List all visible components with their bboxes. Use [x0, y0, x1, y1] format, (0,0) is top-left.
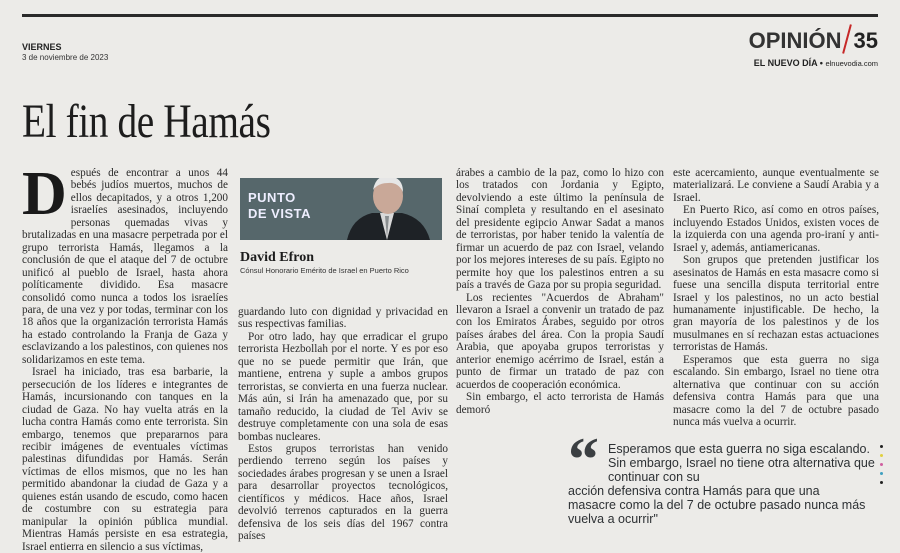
drop-cap: D	[22, 160, 67, 228]
paragraph: Después de encontrar a unos 44 bebés judíos muertos, muchos de ellos decapitados, y a otros 1,200 israelíes asesinados, incluyendo personas quemadas vivas y brutalizadas en una masacre perpetrada por el grupo terrorista Hamás, llegamos a la conclusión de que el ataque del 7 de octubre unificó al pueblo de Israel, hasta ahora políticamente dividido. Esa masacre consolidó como nunca a todos los israelíes para, de una vez y por todas, terminar con los 18 años que la organización terrorista Hamás ha estado controlando la Franja de Gaza y esclavizando a los palestinos, con quienes nos solidarizamos en este tema.	[22, 160, 228, 366]
masthead: EL NUEVO DÍA • elnuevodia.com	[753, 58, 878, 68]
author-role: Cónsul Honorario Emérito de Israel en Puerto Rico	[240, 266, 409, 275]
pull-quote-bottom: acción defensiva contra Hamás para que una masacre como la del 7 de octubre pasado nunca más vuelva a ocurrir"	[568, 484, 866, 527]
paragraph: Son grupos que pretenden justificar los asesinatos de Hamás en esta masacre como si fuese una sencilla disputa territorial entre Israel y los palestinos, no un acto bestial humanamente injustificable. De hecho, la gran mayoría de los palestinos y de los musulmanes en sí rechazan estas actuaciones terroristas de Hamás.	[673, 254, 879, 354]
column-1	[22, 160, 228, 553]
paragraph: Sin embargo, el acto terrorista de Hamás demoró	[456, 391, 664, 416]
pull-quote-top: Esperamos que esta guerra no siga escalando. Sin embargo, Israel no tiene otra alternativa que continuar con su	[608, 442, 875, 485]
color-registration-marks	[880, 445, 883, 484]
top-rule	[22, 14, 878, 17]
author-photo	[342, 178, 432, 240]
paragraph: Por otro lado, hay que erradicar el grupo terrorista Hezbollah por el norte. Y es por eso que no se puede permitir que Irán, que mantiene, entrena y suple a ambos grupos terroristas, se convierta en una fuerza nuclear. Más aún, si Irán ha amenazado que, por su tamaño reducido, la ciudad de Tel Aviv se destruye completamente con una sola de esas bombas nucleares.	[238, 330, 448, 443]
paper-url: elnuevodia.com	[825, 59, 878, 68]
weekday: VIERNES	[22, 42, 62, 52]
paragraph: Esperamos que esta guerra no siga escalando. Sin embargo, Israel no tiene otra alternativa que continuar con su acción defensiva contra Hamás para que una masacre como la del 7 de octubre pasado nunca más vuelva a ocurrir.	[673, 353, 879, 429]
punto-de-vista-banner	[240, 178, 442, 240]
paragraph: Estos grupos terroristas han venido perdiendo terreno según los países y sociedades árabes progresan y se unen a Israel para desarrollar proyectos tecnológicos, científicos y médicos. Hace años, Israel devolvió terrenos capturados en la guerra defensiva de los seis días del 1967 contra países	[238, 442, 448, 543]
section-name: OPINIÓN	[748, 28, 842, 53]
paragraph: En Puerto Rico, así como en otros países, incluyendo Estados Unidos, existen voces de la izquierda con una agenda pro-iraní y anti-Israel y, además, antiamericanas.	[673, 204, 879, 254]
slash-divider	[842, 24, 852, 53]
paper-name: EL NUEVO DÍA	[753, 58, 818, 68]
section-header	[749, 24, 878, 54]
paragraph: Los recientes "Acuerdos de Abraham" llevaron a Israel a convenir un tratado de paz con los Emiratos Árabes, seguido por otros países árabes del área. Con la propia Saudí Arabia, que apoyaba grupos terroristas y anterior enemigo acérrimo de Israel, están a punto de firmar un tratado de paz con acuerdos de cooperación económica.	[456, 291, 664, 391]
page-number: 35	[853, 28, 878, 53]
paragraph: guardando luto con dignidad y privacidad en sus respectivas familias.	[238, 306, 448, 331]
author-name: David Efron	[240, 250, 315, 265]
column-3	[456, 167, 664, 416]
paragraph: árabes a cambio de la paz, como lo hizo con los tratados con Jordania y Egipto, devolviendo a este último la península de Sinaí completa y resultando en el asesinato del presidente egipcio Anwar Sadat a manos de terroristas, por haber tenido la valentía de firmar un acuerdo de paz con Israel, velando por los mejores intereses de su país. Egipto no permite hoy que los palestinos entren a su país a través de Gaza por su propia seguridad.	[456, 167, 664, 292]
column-4	[673, 167, 879, 429]
article-title: El fin de Hamás	[22, 95, 271, 148]
column-2	[238, 306, 448, 543]
paragraph: Israel ha iniciado, tras esa barbarie, la persecución de los líderes e integrantes de Hamás, incursionando con tanques en la ciudad de Gaza. No hay vuelta atrás en la lucha contra Hamás como ente terrorista. Sin embargo, tenemos que prepararnos para recibir imágenes de eventuales víctimas palestinas difundidas por Hamás. Serán víctimas de ellos mismos, que no les han permitido abandonar la ciudad de Gaza y a quienes están usando de escudo, como hacen de costumbre con su estrategia para manipular la opinión pública mundial. Mientras Hamás persiste en esa estrategia, Israel entierra en silencio a sus víctimas,	[22, 366, 228, 553]
column-label: PUNTO DE VISTA	[248, 190, 311, 221]
paragraph: este acercamiento, aunque eventualmente se materializará. Le conviene a Saudí Arabia y a Israel.	[673, 167, 879, 204]
publication-date: 3 de noviembre de 2023	[22, 53, 109, 62]
quote-mark-icon: “	[568, 426, 599, 494]
